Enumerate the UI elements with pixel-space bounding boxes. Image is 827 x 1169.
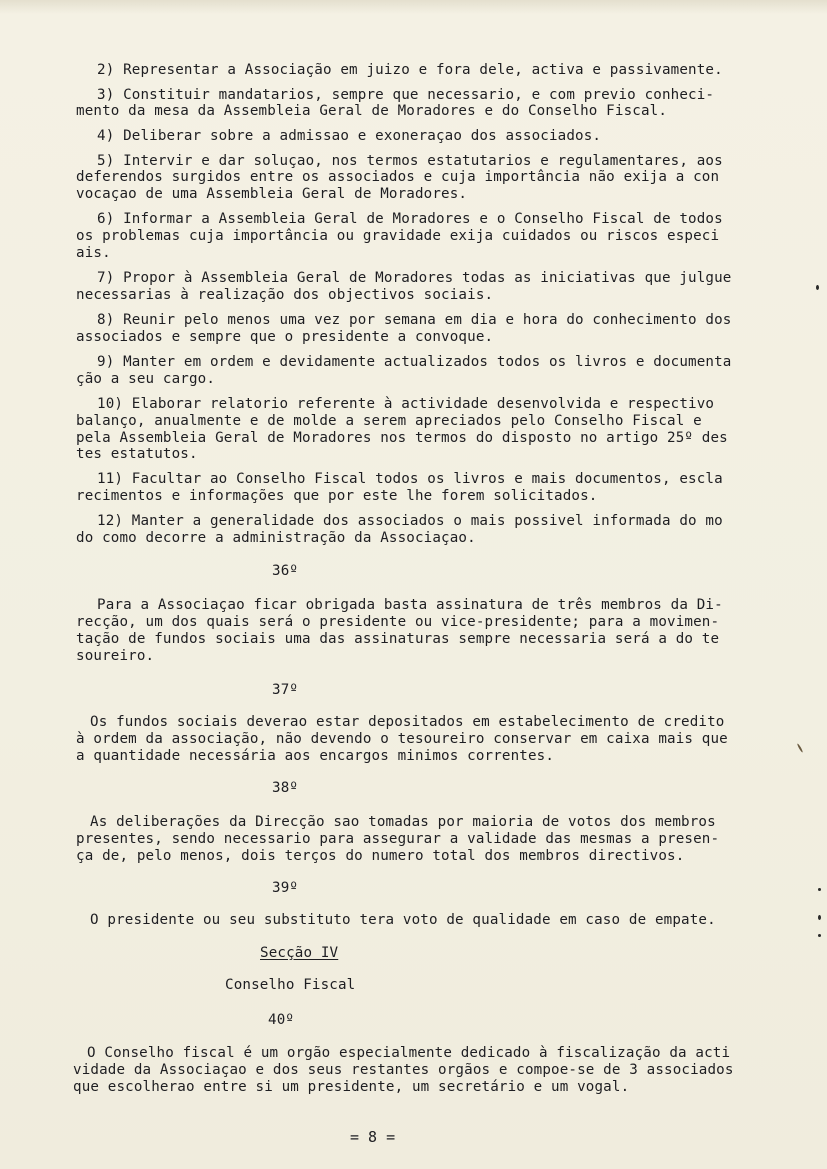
text-line: O Conselho fiscal é um orgão especialmente dedicado à fiscalização da acti (87, 1045, 731, 1061)
text-line: mento da mesa da Assembleia Geral de Moradores e do Conselho Fiscal. (76, 103, 668, 119)
text-line-item-10: 10) Elaborar relatorio referente à actividade desenvolvida e respectivo (97, 396, 715, 412)
text-line: que escolherao entre si um presidente, um secretário e um vogal. (73, 1079, 630, 1095)
text-line: As deliberações da Direcção sao tomadas por maioria de votos dos membros (90, 814, 716, 830)
text-line: vocaçao de uma Assembleia Geral de Moradores. (76, 186, 468, 202)
article-number-39: 39º (272, 880, 299, 896)
scan-speck (797, 743, 804, 753)
text-line: à ordem da associação, não devendo o tesoureiro conservar em caixa mais que (76, 731, 728, 747)
section-subheading: Conselho Fiscal (225, 977, 356, 993)
article-number-37: 37º (272, 682, 299, 698)
text-line-item-7: 7) Propor à Assembleia Geral de Moradores todas as iniciativas que julgue (97, 270, 732, 286)
text-line: os problemas cuja importância ou gravidade exija cuidados ou riscos especi (76, 228, 720, 244)
text-line-item-4: 4) Deliberar sobre a admissao e exoneraçao dos associados. (97, 128, 602, 144)
text-line: deferendos surgidos entre os associados e cuja importância não exija a con (76, 169, 720, 185)
text-line-item-6: 6) Informar a Assembleia Geral de Moradores e o Conselho Fiscal de todos (97, 211, 723, 227)
text-line: soureiro. (76, 648, 155, 664)
text-line: ção a seu cargo. (76, 371, 216, 387)
text-line-item-11: 11) Facultar ao Conselho Fiscal todos os livros e mais documentos, escla (97, 471, 723, 487)
text-line: Os fundos sociais deverao estar depositados em estabelecimento de credito (90, 714, 725, 730)
text-line: balanço, anualmente e de molde a serem apreciados pelo Conselho Fiscal e (76, 413, 702, 429)
text-line: tação de fundos sociais uma das assinaturas sempre necessaria será a do te (76, 631, 720, 647)
page-number: = 8 = (350, 1128, 396, 1146)
article-number-36: 36º (272, 563, 299, 579)
text-line: necessarias à realização dos objectivos sociais. (76, 287, 494, 303)
text-line-item-3: 3) Constituir mandatarios, sempre que necessario, e com previo conheci- (97, 87, 715, 103)
text-line-item-9: 9) Manter em ordem e devidamente actualizados todos os livros e documenta (97, 354, 732, 370)
text-line-item-2: 2) Representar a Associação em juizo e fora dele, activa e passivamente. (97, 62, 723, 78)
text-line: presentes, sendo necessario para assegurar a validade das mesmas a presen- (76, 831, 720, 847)
section-heading: Secção IV (260, 945, 339, 961)
text-line: tes estatutos. (76, 446, 198, 462)
text-line: Para a Associaçao ficar obrigada basta assinatura de três membros da Di- (97, 597, 723, 613)
text-line: do como decorre a administração da Associaçao. (76, 530, 476, 546)
scan-speck (816, 285, 819, 290)
text-line-item-8: 8) Reunir pelo menos uma vez por semana em dia e hora do conhecimento dos (97, 312, 732, 328)
text-line: ça de, pelo menos, dois terços do numero total dos membros directivos. (76, 848, 685, 864)
text-line: a quantidade necessária aos encargos minimos correntes. (76, 748, 555, 764)
text-line-item-5: 5) Intervir e dar soluçao, nos termos estatutarios e regulamentares, aos (97, 153, 723, 169)
text-line: associados e sempre que o presidente a convoque. (76, 329, 494, 345)
article-number-40: 40º (268, 1012, 295, 1028)
text-line: recimentos e informações que por este lhe forem solicitados. (76, 488, 598, 504)
text-line-item-12: 12) Manter a generalidade dos associados o mais possivel informada do mo (97, 513, 723, 529)
text-line: recção, um dos quais será o presidente ou vice-presidente; para a movimen- (76, 614, 720, 630)
text-line: vidade da Associaçao e dos seus restantes orgãos e compoe-se de 3 associados (73, 1062, 734, 1078)
scan-speck (818, 934, 821, 937)
text-line: pela Assembleia Geral de Moradores nos termos do disposto no artigo 25º des (76, 430, 728, 446)
paper-edge-shadow (0, 0, 827, 14)
text-line: ais. (76, 245, 111, 261)
scan-speck (818, 915, 821, 920)
text-line: O presidente ou seu substituto tera voto de qualidade em caso de empate. (90, 912, 716, 928)
article-number-38: 38º (272, 780, 299, 796)
scan-speck (818, 888, 821, 891)
